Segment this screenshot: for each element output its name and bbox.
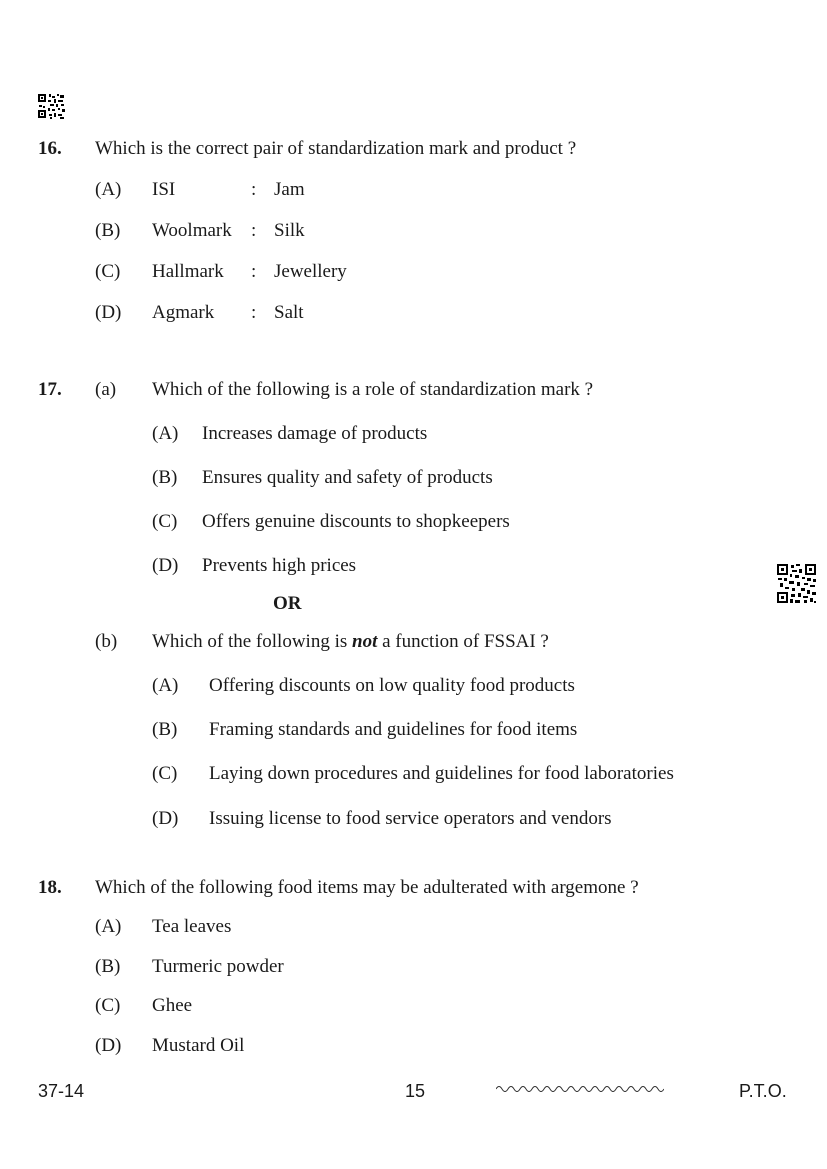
q17b-text-emphasis: not <box>352 631 378 652</box>
option-text: Turmeric powder <box>152 956 284 977</box>
option-letter: (B) <box>95 220 121 241</box>
option-text: Framing standards and guidelines for food items <box>209 719 578 740</box>
footer-pto: P.T.O. <box>739 1081 787 1101</box>
q17b-question-text <box>152 631 549 653</box>
q18-question-text: Which of the following food items may be adulterated with argemone ? <box>95 877 639 898</box>
option-separator: : <box>251 302 257 323</box>
option-separator: : <box>251 261 257 282</box>
option-mark: Woolmark <box>152 220 232 241</box>
option-text: Ensures quality and safety of products <box>202 467 493 488</box>
or-separator: OR <box>273 593 302 614</box>
option-text: Increases damage of products <box>202 423 428 444</box>
option-text: Offering discounts on low quality food products <box>209 675 575 696</box>
option-letter: (A) <box>95 916 122 937</box>
option-letter: (A) <box>95 179 122 200</box>
footer-code: 37-14 <box>38 1081 85 1101</box>
option-letter: (A) <box>152 675 179 696</box>
option-letter: (B) <box>95 956 121 977</box>
option-text: Mustard Oil <box>152 1035 245 1056</box>
q17a-label: (a) <box>95 379 117 400</box>
option-letter: (B) <box>152 467 178 488</box>
qr-code-right <box>777 564 817 604</box>
option-separator: : <box>251 220 257 241</box>
option-letter: (A) <box>152 423 179 444</box>
option-text: Tea leaves <box>152 916 232 937</box>
option-product: Silk <box>274 220 305 241</box>
option-mark: Agmark <box>152 302 215 323</box>
option-product: Salt <box>274 302 304 323</box>
footer-page-number: 15 <box>405 1081 426 1101</box>
q16-question-text: Which is the correct pair of standardization mark and product ? <box>95 138 577 159</box>
q17-number: 17. <box>38 379 62 400</box>
option-mark: Hallmark <box>152 261 224 282</box>
option-letter: (C) <box>152 763 178 784</box>
q16-number: 16. <box>38 138 62 159</box>
qr-code-top <box>38 94 66 120</box>
option-mark: ISI <box>152 179 176 200</box>
option-letter: (C) <box>152 511 178 532</box>
option-letter: (D) <box>152 808 179 829</box>
q17a-question-text: Which of the following is a role of standardization mark ? <box>152 379 594 400</box>
option-product: Jewellery <box>274 261 347 282</box>
option-text: Ghee <box>152 995 193 1016</box>
q17b-text-post: a function of FSSAI ? <box>382 631 549 652</box>
q17b-label: (b) <box>95 631 118 652</box>
option-text: Offers genuine discounts to shopkeepers <box>202 511 510 532</box>
q18-number: 18. <box>38 877 62 898</box>
option-letter: (C) <box>95 995 121 1016</box>
option-text: Prevents high prices <box>202 555 357 576</box>
footer-wavy-line <box>496 1084 664 1094</box>
option-letter: (C) <box>95 261 121 282</box>
q17b-text-pre: Which of the following is <box>152 631 348 652</box>
option-letter: (D) <box>95 302 122 323</box>
option-letter: (D) <box>152 555 179 576</box>
option-letter: (B) <box>152 719 178 740</box>
option-product: Jam <box>274 179 305 200</box>
option-text: Laying down procedures and guidelines for food laboratories <box>209 763 674 784</box>
option-separator: : <box>251 179 257 200</box>
option-text: Issuing license to food service operators and vendors <box>209 808 612 829</box>
option-letter: (D) <box>95 1035 122 1056</box>
